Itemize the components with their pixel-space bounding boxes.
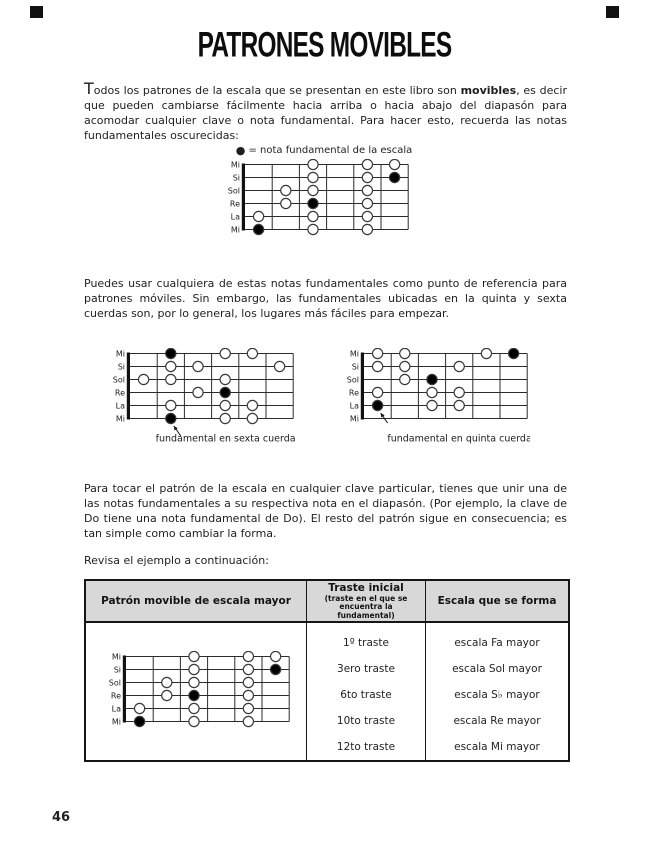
scale-note-dot <box>220 413 230 423</box>
scale-note-dot <box>373 387 383 397</box>
table-row-escala: escala Mi mayor <box>454 741 540 753</box>
header-fret-subtitle: (traste en el que se encuentra la fundamental) <box>324 593 408 620</box>
scale-note-dot <box>362 198 372 208</box>
scale-note-dot <box>275 361 285 371</box>
intro-paragraph <box>84 79 567 143</box>
fretboard-diagram-quinta-cuerda <box>338 348 530 451</box>
scale-note-dot <box>427 400 437 410</box>
root-note-dot <box>134 717 144 727</box>
scale-note-dot <box>362 159 372 169</box>
table-row-escala: escala Fa mayor <box>454 637 540 649</box>
paragraph-see-example: Revisa el ejemplo a continuación: <box>84 554 269 567</box>
movable-pattern-table <box>84 579 570 762</box>
scale-note-dot <box>247 348 257 358</box>
scale-note-dot <box>454 400 464 410</box>
table-body <box>86 623 568 760</box>
diagram-caption: fundamental en quinta cuerda <box>387 433 531 445</box>
scale-note-dot <box>243 717 253 727</box>
scale-note-dot <box>220 348 230 358</box>
scale-note-dot <box>166 400 176 410</box>
fretboard-svg <box>338 348 530 447</box>
fretboard-diagram-main <box>219 159 411 240</box>
scale-note-dot <box>400 374 410 384</box>
fretboard-svg <box>104 348 296 447</box>
table-row-traste: 3ero traste <box>337 663 395 675</box>
root-note-legend <box>0 144 648 157</box>
scale-note-dot <box>308 211 318 221</box>
string-label: Sol <box>346 375 359 385</box>
scale-note-dot <box>162 691 172 701</box>
table-row-traste: 6to traste <box>340 689 392 701</box>
string-label: Mi <box>115 349 125 359</box>
string-label: Si <box>117 362 125 372</box>
string-label: Sol <box>227 186 240 196</box>
string-label: Re <box>348 388 359 398</box>
scale-note-dot <box>189 665 199 675</box>
scale-note-dot <box>139 374 149 384</box>
scale-note-dot <box>308 185 318 195</box>
scale-note-dot <box>390 159 400 169</box>
scale-note-dot <box>481 348 491 358</box>
root-note-dot <box>220 387 230 397</box>
scale-note-dot <box>373 361 383 371</box>
table-pattern-cell <box>86 623 307 760</box>
scale-note-dot <box>189 652 199 662</box>
root-arrow-head <box>381 413 385 418</box>
scale-note-dot <box>308 224 318 234</box>
table-row-escala: escala S♭ mayor <box>454 689 540 701</box>
string-label: Re <box>110 691 121 701</box>
root-note-dot <box>166 413 176 423</box>
scale-note-dot <box>193 387 203 397</box>
table-row-escala: escala Sol mayor <box>452 663 542 675</box>
scale-note-dot <box>281 198 291 208</box>
string-label: Mi <box>230 160 240 170</box>
scale-note-dot <box>362 185 372 195</box>
fretboard-diagram-sexta-cuerda <box>104 348 296 451</box>
root-note-dot <box>270 665 280 675</box>
scale-note-dot <box>162 678 172 688</box>
scale-note-dot <box>189 678 199 688</box>
scale-note-dot <box>308 172 318 182</box>
intro-text-after: , es decir que pueden cambiarse fácilmente hacia arriba o hacia abajo del diapasón para acomodar cualquier clave o nota fundamental. Para hacer esto, recuerda las notas fundamentales oscurecidas: <box>84 84 567 142</box>
string-label: Si <box>232 173 240 183</box>
scale-note-dot <box>243 691 253 701</box>
fretboard-diagram-table <box>100 651 292 732</box>
scale-note-dot <box>247 400 257 410</box>
scale-note-dot <box>220 400 230 410</box>
string-label: La <box>115 401 125 411</box>
root-note-dot <box>509 348 519 358</box>
fretboard-svg <box>219 159 411 236</box>
scale-note-dot <box>362 172 372 182</box>
string-label: Mi <box>111 717 121 727</box>
intro-bold-word: movibles <box>460 84 517 97</box>
scale-note-dot <box>189 717 199 727</box>
scale-note-dot <box>400 361 410 371</box>
table-row-traste: 1º traste <box>343 637 389 649</box>
scale-note-dot <box>454 361 464 371</box>
scale-note-dot <box>400 348 410 358</box>
string-label: Mi <box>115 414 125 424</box>
scale-note-dot <box>243 665 253 675</box>
scale-note-dot <box>254 211 264 221</box>
scale-note-dot <box>134 704 144 714</box>
string-label: Re <box>114 388 125 398</box>
scale-note-dot <box>193 361 203 371</box>
diagram-caption: fundamental en sexta cuerda <box>155 433 296 445</box>
root-note-dot <box>373 400 383 410</box>
paragraph-how-to-move: Para tocar el patrón de la escala en cualquier clave particular, tienes que unir una de las notas fundamentales a su respectiva nota en el diapasón. (Por ejemplo, la clave de Do tiene una nota fundamental de Do). El resto del patrón sigue en consecuencia; es tan simple como cambiar la forma. <box>84 482 567 540</box>
root-note-dot <box>427 374 437 384</box>
scale-note-dot <box>308 159 318 169</box>
scale-note-dot <box>166 374 176 384</box>
table-row-traste: 10to traste <box>336 715 396 727</box>
table-row-escala: escala Re mayor <box>453 715 541 727</box>
string-label: Si <box>351 362 359 372</box>
root-note-dot <box>390 172 400 182</box>
string-label: Sol <box>112 375 125 385</box>
scale-note-dot <box>247 413 257 423</box>
scale-note-dot <box>454 387 464 397</box>
table-fret-cell <box>307 623 426 760</box>
paragraph-reference-points: Puedes usar cualquiera de estas notas fundamentales como punto de referencia para patrones móviles. Sin embargo, las fundamentales ubicadas en la quinta y sexta cuerdas son, por lo general, los lugares más fáciles para empezar. <box>84 277 567 320</box>
scale-note-dot <box>243 678 253 688</box>
scale-note-dot <box>220 374 230 384</box>
string-label: Mi <box>349 349 359 359</box>
header-scale-column: Escala que se forma <box>437 595 557 607</box>
string-label: Sol <box>108 678 121 688</box>
string-label: Re <box>229 199 240 209</box>
root-dot-icon: ● <box>235 144 246 157</box>
string-label: Si <box>113 665 121 675</box>
header-fret-title: Traste inicial <box>328 581 404 594</box>
string-label: La <box>349 401 359 411</box>
root-note-dot <box>308 198 318 208</box>
header-pattern-column: Patrón movible de escala mayor <box>86 581 307 621</box>
fretboard-svg <box>100 651 292 728</box>
root-note-dot <box>254 224 264 234</box>
scale-note-dot <box>166 361 176 371</box>
drop-cap: T <box>84 79 94 98</box>
string-label: La <box>230 212 240 222</box>
legend-label: = nota fundamental de la escala <box>248 145 413 156</box>
page-number: 46 <box>52 810 71 825</box>
table-scale-cell <box>426 623 568 760</box>
corner-mark-right <box>606 6 619 18</box>
root-arrow-head <box>174 426 178 431</box>
string-label: La <box>111 704 121 714</box>
scale-note-dot <box>362 211 372 221</box>
string-label: Mi <box>349 414 359 424</box>
root-note-dot <box>166 348 176 358</box>
string-label: Mi <box>111 652 121 662</box>
scale-note-dot <box>270 652 280 662</box>
header-fret-column <box>307 581 426 621</box>
root-note-dot <box>189 691 199 701</box>
scale-note-dot <box>243 652 253 662</box>
scale-note-dot <box>373 348 383 358</box>
table-header-row <box>86 581 568 623</box>
scale-note-dot <box>362 224 372 234</box>
table-row-traste: 12to traste <box>336 741 396 753</box>
scale-note-dot <box>189 704 199 714</box>
scale-note-dot <box>281 185 291 195</box>
corner-mark-left <box>30 6 43 18</box>
page-title: PATRONES MOVIBLES <box>197 24 451 64</box>
intro-text-before: odos los patrones de la escala que se presentan en este libro son <box>93 84 461 97</box>
scale-note-dot <box>427 387 437 397</box>
string-label: Mi <box>230 225 240 235</box>
scale-note-dot <box>243 704 253 714</box>
